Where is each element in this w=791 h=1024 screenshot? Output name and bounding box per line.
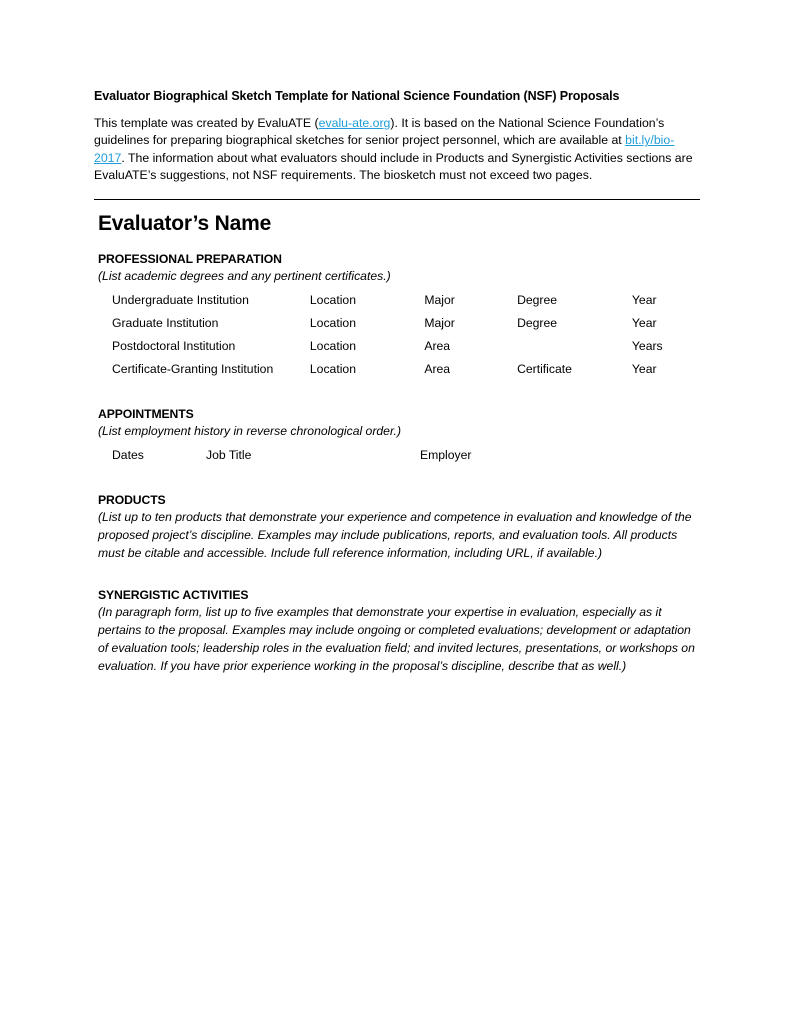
section-appointments [94, 407, 700, 467]
document-content [94, 88, 700, 690]
section-spacer [94, 576, 700, 588]
table-row [112, 444, 580, 467]
appointments-table [112, 444, 580, 467]
table-row [112, 358, 700, 381]
section-title: APPOINTMENTS [98, 406, 194, 421]
year-cell: Year [631, 293, 657, 308]
section-title: PROFESSIONAL PREPARATION [98, 251, 282, 266]
year-cell: Year [631, 361, 657, 376]
degree-cell: Degree [517, 315, 558, 330]
section-title: PRODUCTS [98, 492, 166, 507]
institution-cell: Certificate-Granting Institution [112, 361, 274, 376]
year-cell: Year [631, 315, 657, 330]
intro-text-part-3: . The information about what evaluators should include in Products and Synergistic Activities sections are EvaluATE’s suggestions, not NSF requirements. The biosketch must not exceed two pages. [94, 150, 693, 183]
job-title-cell: Job Title [206, 447, 252, 462]
location-cell: Location [309, 338, 356, 353]
evaluator-name-heading: Evaluator’s Name [98, 211, 272, 235]
employer-cell: Employer [420, 447, 472, 462]
institution-cell: Postdoctoral Institution [112, 338, 236, 353]
institution-cell: Graduate Institution [112, 315, 219, 330]
section-spacer [94, 481, 700, 493]
section-note: (In paragraph form, list up to five examples that demonstrate your expertise in evaluation, especially as it pertains to the proposal. Examples may include ongoing or completed evaluations; development or adaptation of evaluation tools; leadership roles in the evaluation field; and invited lectures, presentations, or workshops on evaluation. If you have prior experience working in the proposal’s discipline, describe that as well.) [98, 605, 695, 673]
section-title: SYNERGISTIC ACTIVITIES [98, 588, 249, 603]
section-note: (List academic degrees and any pertinent certificates.) [98, 268, 391, 283]
horizontal-divider [94, 199, 700, 200]
location-cell: Location [309, 361, 356, 376]
degree-cell [517, 335, 632, 358]
dates-cell: Dates [112, 447, 144, 462]
major-cell: Major [424, 315, 455, 330]
nsf-guidelines-link[interactable]: bit.ly/bio-2017 [94, 133, 675, 165]
evaluate-website-link[interactable]: evalu-ate.org [318, 115, 391, 130]
intro-paragraph [94, 115, 700, 185]
location-cell: Location [309, 315, 356, 330]
section-spacer [94, 395, 700, 407]
certificate-cell: Certificate [517, 361, 572, 376]
professional-preparation-table [112, 289, 700, 381]
major-cell: Major [424, 293, 455, 308]
area-cell: Area [424, 338, 451, 353]
institution-cell: Undergraduate Institution [112, 293, 249, 308]
table-row [112, 335, 700, 358]
section-professional-preparation [94, 252, 700, 381]
section-note: (List up to ten products that demonstrate your experience and competence in evaluation and knowledge of the proposed project’s discipline. Examples may include publications, reports, and evaluation tools. All products must be citable and accessible. Include full reference information, including URL, if available.) [98, 509, 692, 560]
intro-text-part-1: This template was created by EvaluATE ( [94, 115, 319, 130]
document-title: Evaluator Biographical Sketch Template for National Science Foundation (NSF) Proposals [94, 89, 620, 103]
degree-cell: Degree [517, 293, 558, 308]
area-cell: Area [424, 361, 451, 376]
intro-text-part-2: ). It is based on the National Science Foundation’s guidelines for preparing biographical sketches for senior project personnel, which are available at [94, 115, 665, 148]
section-note: (List employment history in reverse chronological order.) [98, 423, 402, 438]
section-synergistic-activities [94, 588, 700, 675]
section-products [94, 493, 700, 562]
years-cell: Years [631, 338, 663, 353]
table-row [112, 312, 700, 335]
table-row [112, 289, 700, 312]
location-cell: Location [309, 293, 356, 308]
